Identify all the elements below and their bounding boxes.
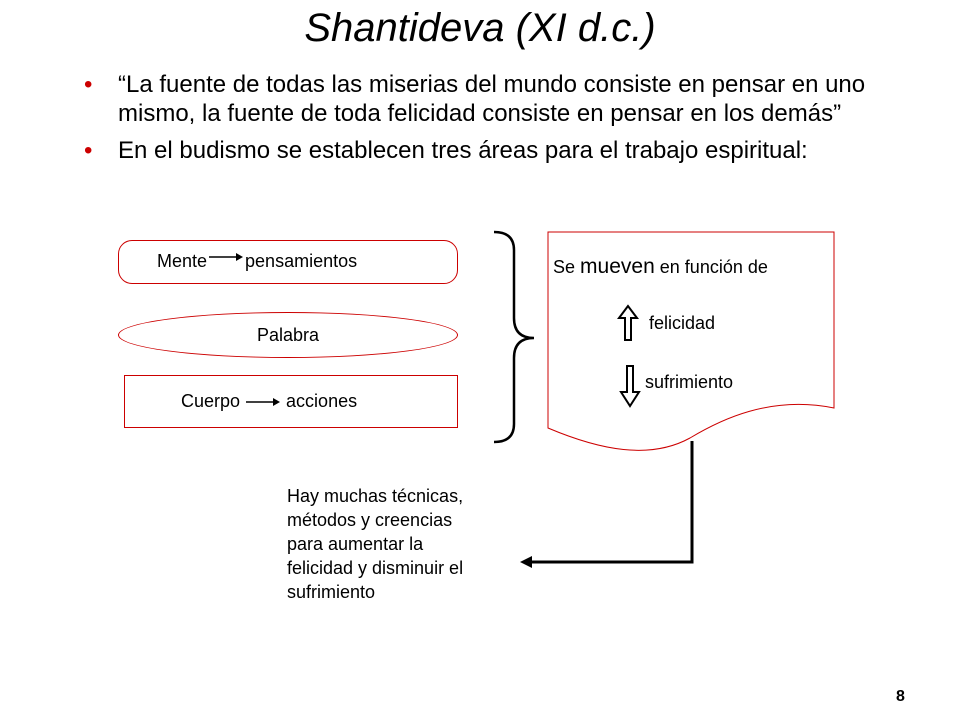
document-heading-prefix: Se xyxy=(553,257,576,277)
area-cuerpo-label: Cuerpo xyxy=(181,391,241,411)
area-cuerpo-result: acciones xyxy=(286,391,358,411)
document-heading xyxy=(553,255,768,279)
note-line: sufrimiento xyxy=(287,582,376,602)
connector-line xyxy=(532,441,692,562)
document-heading-emphasis: mueven xyxy=(580,255,655,278)
note-line: para aumentar la xyxy=(287,534,424,554)
bullet-icon: • xyxy=(84,71,93,98)
area-mente-result: pensamientos xyxy=(245,251,358,271)
bullet-text-areas: En el budismo se establecen tres áreas para el trabajo espiritual: xyxy=(118,137,808,164)
techniques-note xyxy=(287,484,537,604)
note-line: Hay muchas técnicas, xyxy=(287,486,464,506)
bullet-icon: • xyxy=(84,137,93,164)
bullet-text-quote: “La fuente de todas las miserias del mundo consiste en pensar en uno mismo, la fuente de toda felicidad consiste en pensar en los demás” xyxy=(118,71,866,127)
document-up-label: felicidad xyxy=(649,313,716,333)
note-line: felicidad y disminuir el xyxy=(287,558,464,578)
document-heading-suffix: en función de xyxy=(659,257,768,277)
document-down-label: sufrimiento xyxy=(645,372,734,392)
curly-brace-icon xyxy=(494,232,534,442)
area-mente-label: Mente xyxy=(157,251,208,271)
note-line: métodos y creencias xyxy=(287,510,453,530)
slide-title: Shantideva (XI d.c.) xyxy=(304,6,656,50)
page-number: 8 xyxy=(896,688,905,705)
area-palabra-label: Palabra xyxy=(256,324,320,345)
